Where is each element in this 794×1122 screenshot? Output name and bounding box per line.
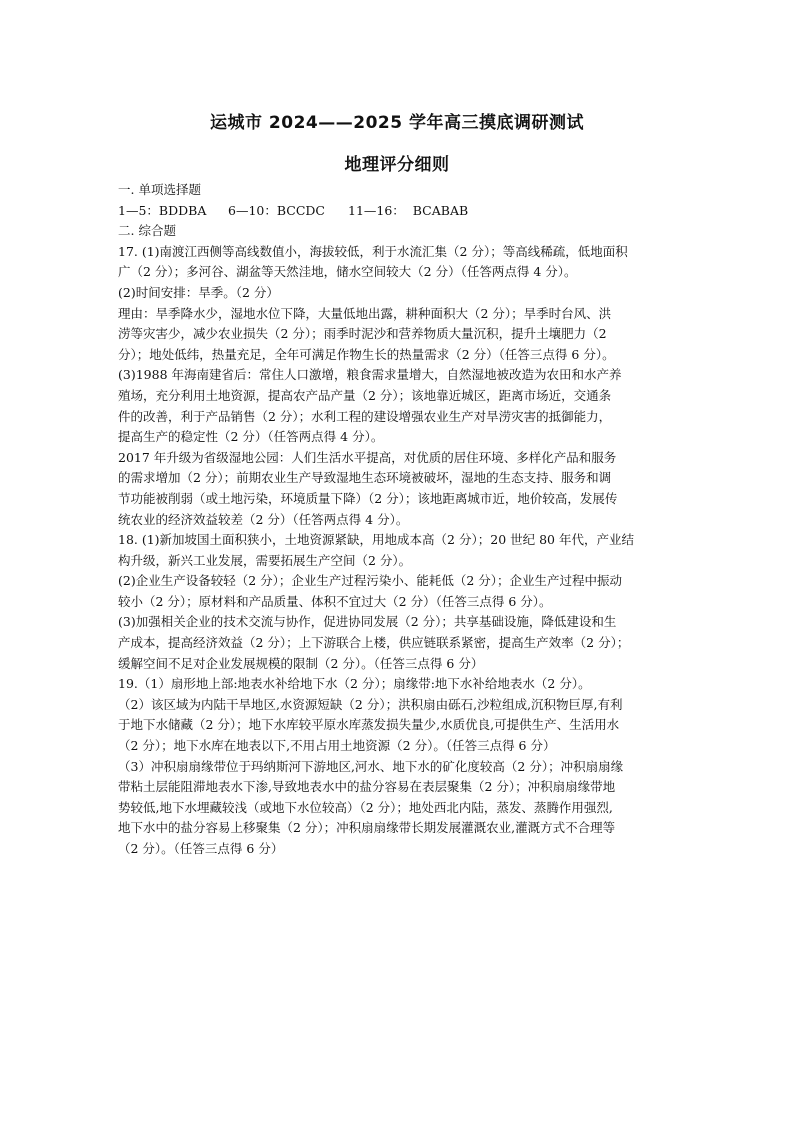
text-line: 较小（2 分）；原材料和产品质量、体积不宜过大（2 分）（任答三点得 6 分）。 bbox=[118, 593, 552, 609]
text-line: (2)企业生产设备较轻（2 分）；企业生产过程污染小、能耗低（2 分）；企业生产过程中振动 bbox=[118, 573, 623, 589]
text-line: 势较低,地下水埋藏较浅（或地下水位较高）（2 分）；地处西北内陆，蒸发、蒸腾作用强烈, bbox=[118, 799, 613, 815]
text-line: 统农业的经济效益较差（2 分）（任答两点得 4 分）。 bbox=[118, 511, 409, 527]
answer-group-2: 6—10：BCCDC bbox=[228, 202, 325, 218]
answer-group-1: 1—5：BDDBA bbox=[118, 202, 207, 218]
section-heading-choice: 一. 单项选择题 bbox=[118, 182, 201, 197]
text-line: 带粘土层能阻滞地表水下渗,导致地表水中的盐分容易在表层聚集（2 分）；冲积扇扇缘带地 bbox=[118, 779, 616, 795]
text-line: 殖场，充分利用土地资源，提高农产品产量（2 分）；该地靠近城区，距离市场近，交通条 bbox=[118, 387, 612, 403]
document-subtitle: 地理评分细则 bbox=[344, 155, 450, 175]
text-line: 涝等灾害少，减少农业损失（2 分）；雨季时泥沙和营养物质大量沉积，提升土壤肥力（2 bbox=[118, 326, 607, 342]
text-line: （2 分）；地下水库在地表以下,不用占用土地资源（2 分）。（任答三点得 6 分） bbox=[118, 738, 556, 754]
text-line: （3）冲积扇扇缘带位于玛纳斯河下游地区,河水、地下水的矿化度较高（2 分）；冲积扇扇缘 bbox=[118, 758, 624, 774]
document-title: 运城市 2024——2025 学年高三摸底调研测试 bbox=[210, 113, 584, 133]
text-line: (3)加强相关企业的技术交流与协作，促进协同发展（2 分）；共享基础设施，降低建设和生 bbox=[118, 614, 617, 630]
document-body bbox=[118, 180, 678, 860]
text-line: 构升级，新兴工业发展，需要拓展生产空间（2 分）。 bbox=[118, 552, 412, 568]
text-line: 的需求增加（2 分）；前期农业生产导致湿地生态环境被破坏，湿地的生态支持、服务和调 bbox=[118, 470, 612, 486]
text-line: 地下水中的盐分容易上移聚集（2 分）；冲积扇扇缘带长期发展灌溉农业,灌溉方式不合理等 bbox=[118, 820, 616, 836]
text-line: (3)1988 年海南建省后：常住人口激增，粮食需求量增大，自然湿地被改造为农田和水产养 bbox=[118, 367, 622, 383]
text-line: (2)时间安排：旱季。（2 分） bbox=[118, 284, 279, 300]
text-line: 于地下水储藏（2 分）；地下水库较平原水库蒸发损失量少,水质优良,可提供生产、生活用水 bbox=[118, 717, 620, 733]
text-line: 产成本，提高经济效益（2 分）；上下游联合上楼，供应链联系紧密，提高生产效率（2 分）； bbox=[118, 635, 630, 651]
text-line: （2）该区域为内陆干旱地区,水资源短缺（2 分）；洪积扇由砾石,沙粒组成,沉积物巨厚,有利 bbox=[118, 696, 623, 712]
text-line: 广（2 分）；多河谷、湖盆等天然洼地，储水空间较大（2 分）（任答两点得 4 分）。 bbox=[118, 264, 577, 280]
text-line: 19.（1）扇形地上部:地表水补给地下水（2 分）；扇缘带:地下水补给地表水（2 分）。 bbox=[118, 676, 591, 692]
text-line: 18. (1)新加坡国土面积狭小，土地资源紧缺，用地成本高（2 分）；20 世纪 80 年代，产业结 bbox=[118, 532, 634, 548]
text-line: 17. (1)南渡江西侧等高线数值小，海拔较低，利于水流汇集（2 分）；等高线稀疏，低地面积 bbox=[118, 243, 628, 259]
answer-group-3: 11—16： BCABAB bbox=[348, 202, 469, 218]
text-line: 提高生产的稳定性（2 分）（任答两点得 4 分）。 bbox=[118, 429, 384, 445]
text-line: 2017 年升级为省级湿地公园：人们生活水平提高，对优质的居住环境、多样化产品和服务 bbox=[118, 449, 617, 465]
text-line: （2 分）。（任答三点得 6 分） bbox=[118, 841, 284, 856]
text-line: 件的改善，利于产品销售（2 分）；水利工程的建设增强农业生产对旱涝灾害的抵御能力， bbox=[118, 408, 612, 424]
text-line: 节功能被削弱（或土地污染，环境质量下降）（2 分）；该地距离城市近，地价较高，发展传 bbox=[118, 490, 618, 506]
section-heading-comprehensive: 二. 综合题 bbox=[118, 223, 176, 239]
text-line: 分）；地处低纬，热量充足，全年可满足作物生长的热量需求（2 分）（任答三点得 6 分）。 bbox=[118, 346, 615, 362]
choice-answers-row bbox=[118, 201, 678, 222]
text-line: 理由：旱季降水少，湿地水位下降，大量低地出露，耕种面积大（2 分）；旱季时台风、洪 bbox=[118, 305, 612, 321]
text-line: 缓解空间不足对企业发展规模的限制（2 分）。（任答三点得 6 分） bbox=[118, 655, 484, 671]
